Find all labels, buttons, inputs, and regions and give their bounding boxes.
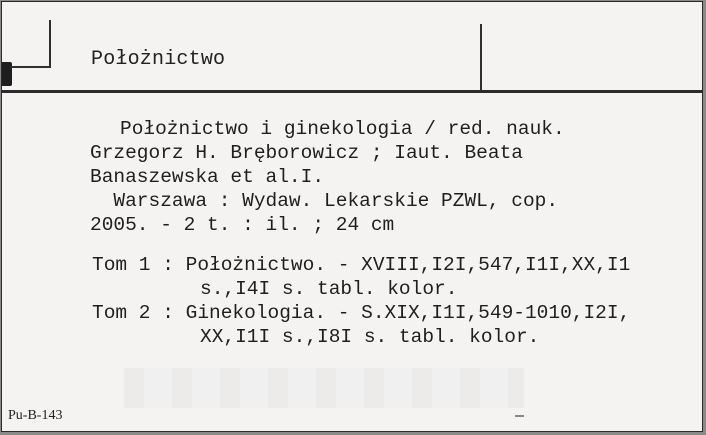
call-number: Pu-B-143 [8, 408, 63, 423]
corner-rule-horizontal [10, 66, 51, 68]
entry-line-2: Grzegorz H. Bręborowicz ; Iaut. Beata [90, 142, 523, 164]
volume-2-line-1: Tom 2 : Ginekologia. - S.XIX,I1I,549-1010,I2I, [92, 302, 631, 324]
heading-rule [2, 90, 703, 93]
volume-1-line-2: s.,I4I s. tabl. kolor. [200, 278, 458, 300]
volume-2-line-2: XX,I1I s.,I8I s. tabl. kolor. [200, 326, 540, 348]
corner-rule-vertical [49, 20, 51, 68]
entry-line-1: Położnictwo i ginekologia / red. nauk. [120, 118, 565, 140]
subject-heading: Położnictwo [91, 48, 226, 71]
entry-line-3: Banaszewska et al.I. [90, 166, 325, 188]
stray-dash [515, 415, 524, 417]
erased-text-area [124, 368, 524, 408]
entry-line-4: Warszawa : Wydaw. Lekarskie PZWL, cop. [90, 190, 559, 212]
catalog-card [1, 1, 703, 432]
volume-1-line-1: Tom 1 : Położnictwo. - XVIII,I2I,547,I1I,XX,I1 [92, 254, 631, 276]
entry-line-5: 2005. - 2 t. : il. ; 24 cm [90, 214, 395, 236]
heading-divider [480, 24, 482, 90]
